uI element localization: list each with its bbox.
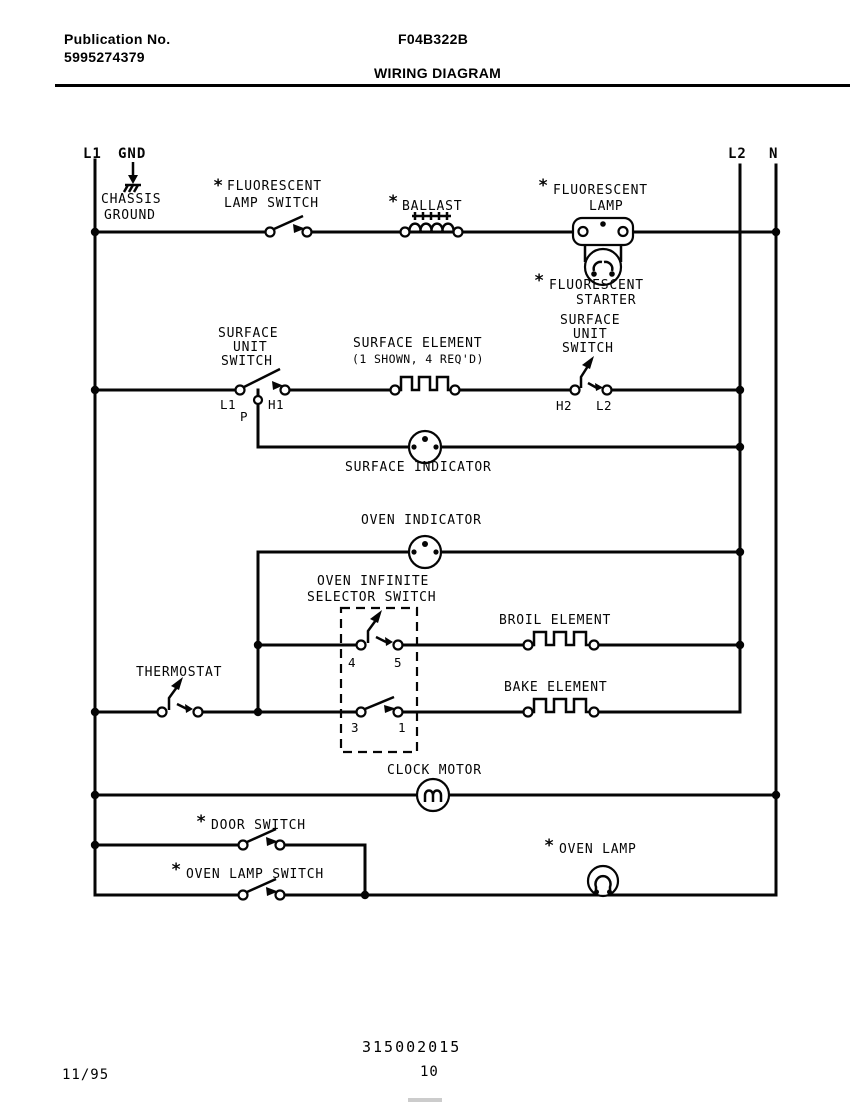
- clock-motor-symbol: [417, 779, 449, 811]
- oven-lamp-switch-symbol: [239, 879, 285, 900]
- terminal-h2-label: H2: [556, 398, 573, 413]
- terminal-1-label: 1: [398, 720, 407, 735]
- surface-element-label-1: SURFACE ELEMENT: [353, 336, 483, 351]
- door-switch-label: DOOR SWITCH: [211, 818, 306, 833]
- broil-element-label: BROIL ELEMENT: [499, 613, 612, 628]
- publication-label: Publication No.: [64, 31, 171, 47]
- bus-n-label: N: [769, 146, 779, 162]
- print-artifact: [408, 1098, 442, 1102]
- terminal-4-label: 4: [348, 655, 357, 670]
- surface-element-label-2: (1 SHOWN, 4 REQ'D): [352, 352, 484, 366]
- bake-element-label: BAKE ELEMENT: [504, 680, 608, 695]
- publication-number: 5995274379: [64, 49, 145, 65]
- surface-unit-switch-left-label-3: SWITCH: [221, 354, 273, 369]
- oven-lamp-label: OVEN LAMP: [559, 842, 637, 857]
- bake-element-symbol: [524, 699, 599, 717]
- terminal-p-label: P: [240, 409, 249, 424]
- fluorescent-lamp-switch: [266, 216, 312, 237]
- chassis-ground-symbol: [124, 162, 141, 192]
- surface-unit-switch-left-label-1: SURFACE: [218, 326, 279, 341]
- oven-indicator-symbol: [409, 536, 441, 568]
- model-number: F04B322B: [398, 31, 469, 47]
- footnote-asterisk: *: [388, 192, 399, 212]
- fluorescent-lamp-label-2: LAMP: [589, 199, 624, 214]
- terminal-3-label: 3: [351, 720, 360, 735]
- selector-switch-label-2: SELECTOR SWITCH: [307, 590, 437, 605]
- page-title: WIRING DIAGRAM: [374, 65, 502, 81]
- fluorescent-starter-label-2: STARTER: [576, 293, 637, 308]
- footnote-asterisk: *: [213, 176, 224, 196]
- fluorescent-lamp-label-1: FLUORESCENT: [553, 183, 648, 198]
- surface-unit-switch-left-label-2: UNIT: [233, 340, 268, 355]
- thermostat-symbol: [158, 677, 203, 717]
- footnote-asterisk: *: [534, 271, 545, 291]
- footnote-asterisk: *: [538, 176, 549, 196]
- bus-l1-label: L1: [83, 146, 102, 162]
- terminal-l2-label: L2: [596, 398, 613, 413]
- terminal-h1-label: H1: [268, 397, 285, 412]
- surface-indicator-label: SURFACE INDICATOR: [345, 460, 492, 475]
- oven-indicator-label: OVEN INDICATOR: [361, 513, 482, 528]
- fluorescent-lamp-switch-label-2: LAMP SWITCH: [224, 196, 319, 211]
- oven-lamp-switch-label: OVEN LAMP SWITCH: [186, 867, 325, 882]
- surface-unit-switch-right-label-3: SWITCH: [562, 341, 614, 356]
- terminal-5-label: 5: [394, 655, 403, 670]
- fluorescent-lamp-switch-label-1: FLUORESCENT: [227, 179, 322, 194]
- footnote-asterisk: *: [171, 860, 182, 880]
- selector-switch-bake-contact: [357, 697, 403, 717]
- clock-motor-label: CLOCK MOTOR: [387, 763, 482, 778]
- oven-lamp-symbol: [588, 866, 618, 896]
- surface-element-symbol: [391, 377, 460, 395]
- page-number: 10: [420, 1064, 439, 1080]
- broil-element-symbol: [524, 632, 599, 650]
- surface-indicator-symbol: [409, 431, 441, 463]
- selector-switch-broil-contact: [357, 610, 403, 650]
- fluorescent-starter-label-1: FLUORESCENT: [549, 278, 644, 293]
- footnote-asterisk: *: [196, 812, 207, 832]
- surface-unit-switch-right-label-1: SURFACE: [560, 313, 621, 328]
- thermostat-label: THERMOSTAT: [136, 665, 223, 680]
- surface-unit-switch-right-label-2: UNIT: [573, 327, 608, 342]
- ballast-label: BALLAST: [402, 199, 463, 214]
- bus-gnd-label: GND: [118, 146, 147, 162]
- chassis-ground-label-2: GROUND: [104, 208, 156, 223]
- date-code: 11/95: [62, 1067, 110, 1083]
- terminal-l1-label: L1: [220, 397, 237, 412]
- footnote-asterisk: *: [544, 836, 555, 856]
- chassis-ground-label-1: CHASSIS: [101, 192, 162, 207]
- bus-l2-label: L2: [728, 146, 747, 162]
- surface-unit-switch-right: [571, 356, 612, 395]
- selector-switch-label-1: OVEN INFINITE: [317, 574, 430, 589]
- part-number: 315002015: [362, 1038, 462, 1056]
